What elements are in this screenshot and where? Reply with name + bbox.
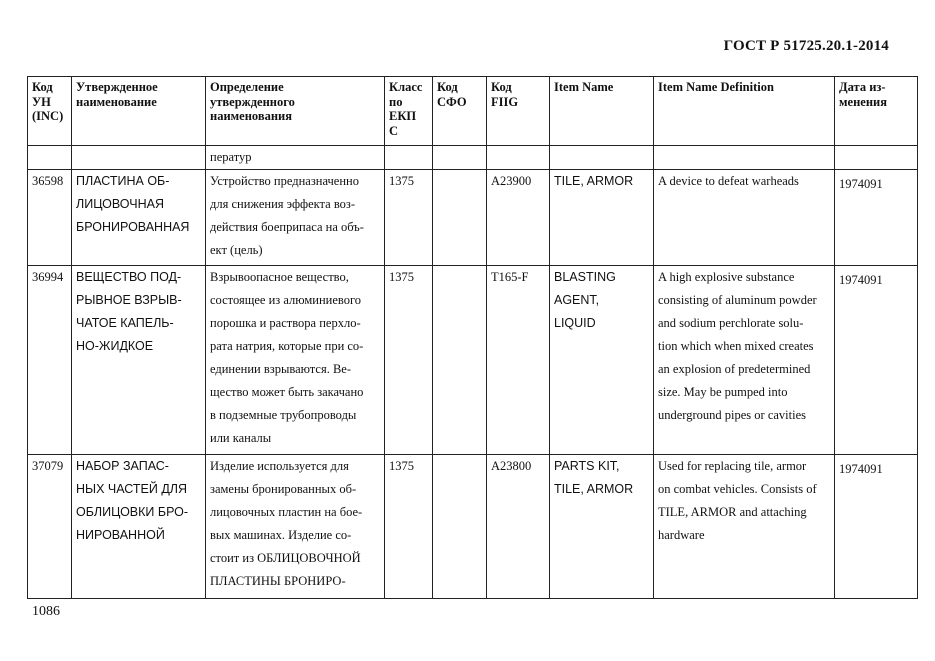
cell-empty [487,146,550,170]
header-approved-name: Утвержденное наименование [72,77,206,146]
cell-code: 36598 [28,170,72,266]
header-item-definition: Item Name Definition [654,77,835,146]
header-sfo: Код СФО [433,77,487,146]
cell-empty [654,146,835,170]
cell-empty [550,146,654,170]
cell-item-definition: Used for replacing tile, armor on combat vehicles. Consists of TILE, ARMOR and attaching hardware [654,455,835,599]
cell-empty [433,146,487,170]
cell-empty [385,146,433,170]
cell-code: 36994 [28,266,72,455]
cell-empty [835,146,918,170]
header-item-name: Item Name [550,77,654,146]
cell-date: 1974091 [835,455,918,599]
cell-approved-name: ВЕЩЕСТВО ПОД- РЫВНОЕ ВЗРЫВ- ЧАТОЕ КАПЕЛЬ- НО-ЖИДКОЕ [72,266,206,455]
cell-fiig: A23900 [487,170,550,266]
header-date: Дата из- менения [835,77,918,146]
cell-item-name: PARTS KIT, TILE, ARMOR [550,455,654,599]
cell-definition: Взрывоопасное вещество, состоящее из алюминиевого порошка и раствора перхло- рата натрия, которые при со- единении взрываются. Ве- щество может быть закачано в подземные трубопроводы или каналы [206,266,385,455]
cell-class: 1375 [385,266,433,455]
cell-item-definition: A device to defeat warheads [654,170,835,266]
table-row [28,266,918,455]
cell-item-name: TILE, ARMOR [550,170,654,266]
cell-definition: Изделие используется для замены бронированных об- лицовочных пластин на бое- вых машинах. Изделие со- стоит из ОБЛИЦОВОЧНОЙ ПЛАСТИНЫ БРОНИРО- [206,455,385,599]
cell-empty [28,146,72,170]
cell-empty [72,146,206,170]
cell-definition: Устройство предназначенно для снижения эффекта воз- действия боеприпаса на объ- ект (цель) [206,170,385,266]
catalog-table [27,76,918,599]
continuation-row [28,146,918,170]
document-id: ГОСТ Р 51725.20.1-2014 [723,38,889,54]
cell-sfo [433,266,487,455]
cell-date: 1974091 [835,266,918,455]
header-fiig: Код FIIG [487,77,550,146]
page-number: 1086 [32,604,60,619]
cell-item-name: BLASTING AGENT, LIQUID [550,266,654,455]
cell-fiig: T165-F [487,266,550,455]
cell-sfo [433,170,487,266]
header-row [28,77,918,146]
cell-class: 1375 [385,170,433,266]
header-code: Код УН (INC) [28,77,72,146]
cell-fiig: A23800 [487,455,550,599]
table-row [28,170,918,266]
header-class: Класс по ЕКП С [385,77,433,146]
table-row [28,455,918,599]
cell-item-definition: A high explosive substance consisting of aluminum powder and sodium perchlorate solu- tion which when mixed creates an explosion of predetermined size. May be pumped into underground pipes or cavities [654,266,835,455]
cell-code: 37079 [28,455,72,599]
cell-class: 1375 [385,455,433,599]
cell-sfo [433,455,487,599]
header-definition: Определение утвержденного наименования [206,77,385,146]
cell-date: 1974091 [835,170,918,266]
cell-definition: ператур [206,146,385,170]
cell-approved-name: НАБОР ЗАПАС- НЫХ ЧАСТЕЙ ДЛЯ ОБЛИЦОВКИ БРО- НИРОВАННОЙ [72,455,206,599]
cell-approved-name: ПЛАСТИНА ОБ- ЛИЦОВОЧНАЯ БРОНИРОВАННАЯ [72,170,206,266]
